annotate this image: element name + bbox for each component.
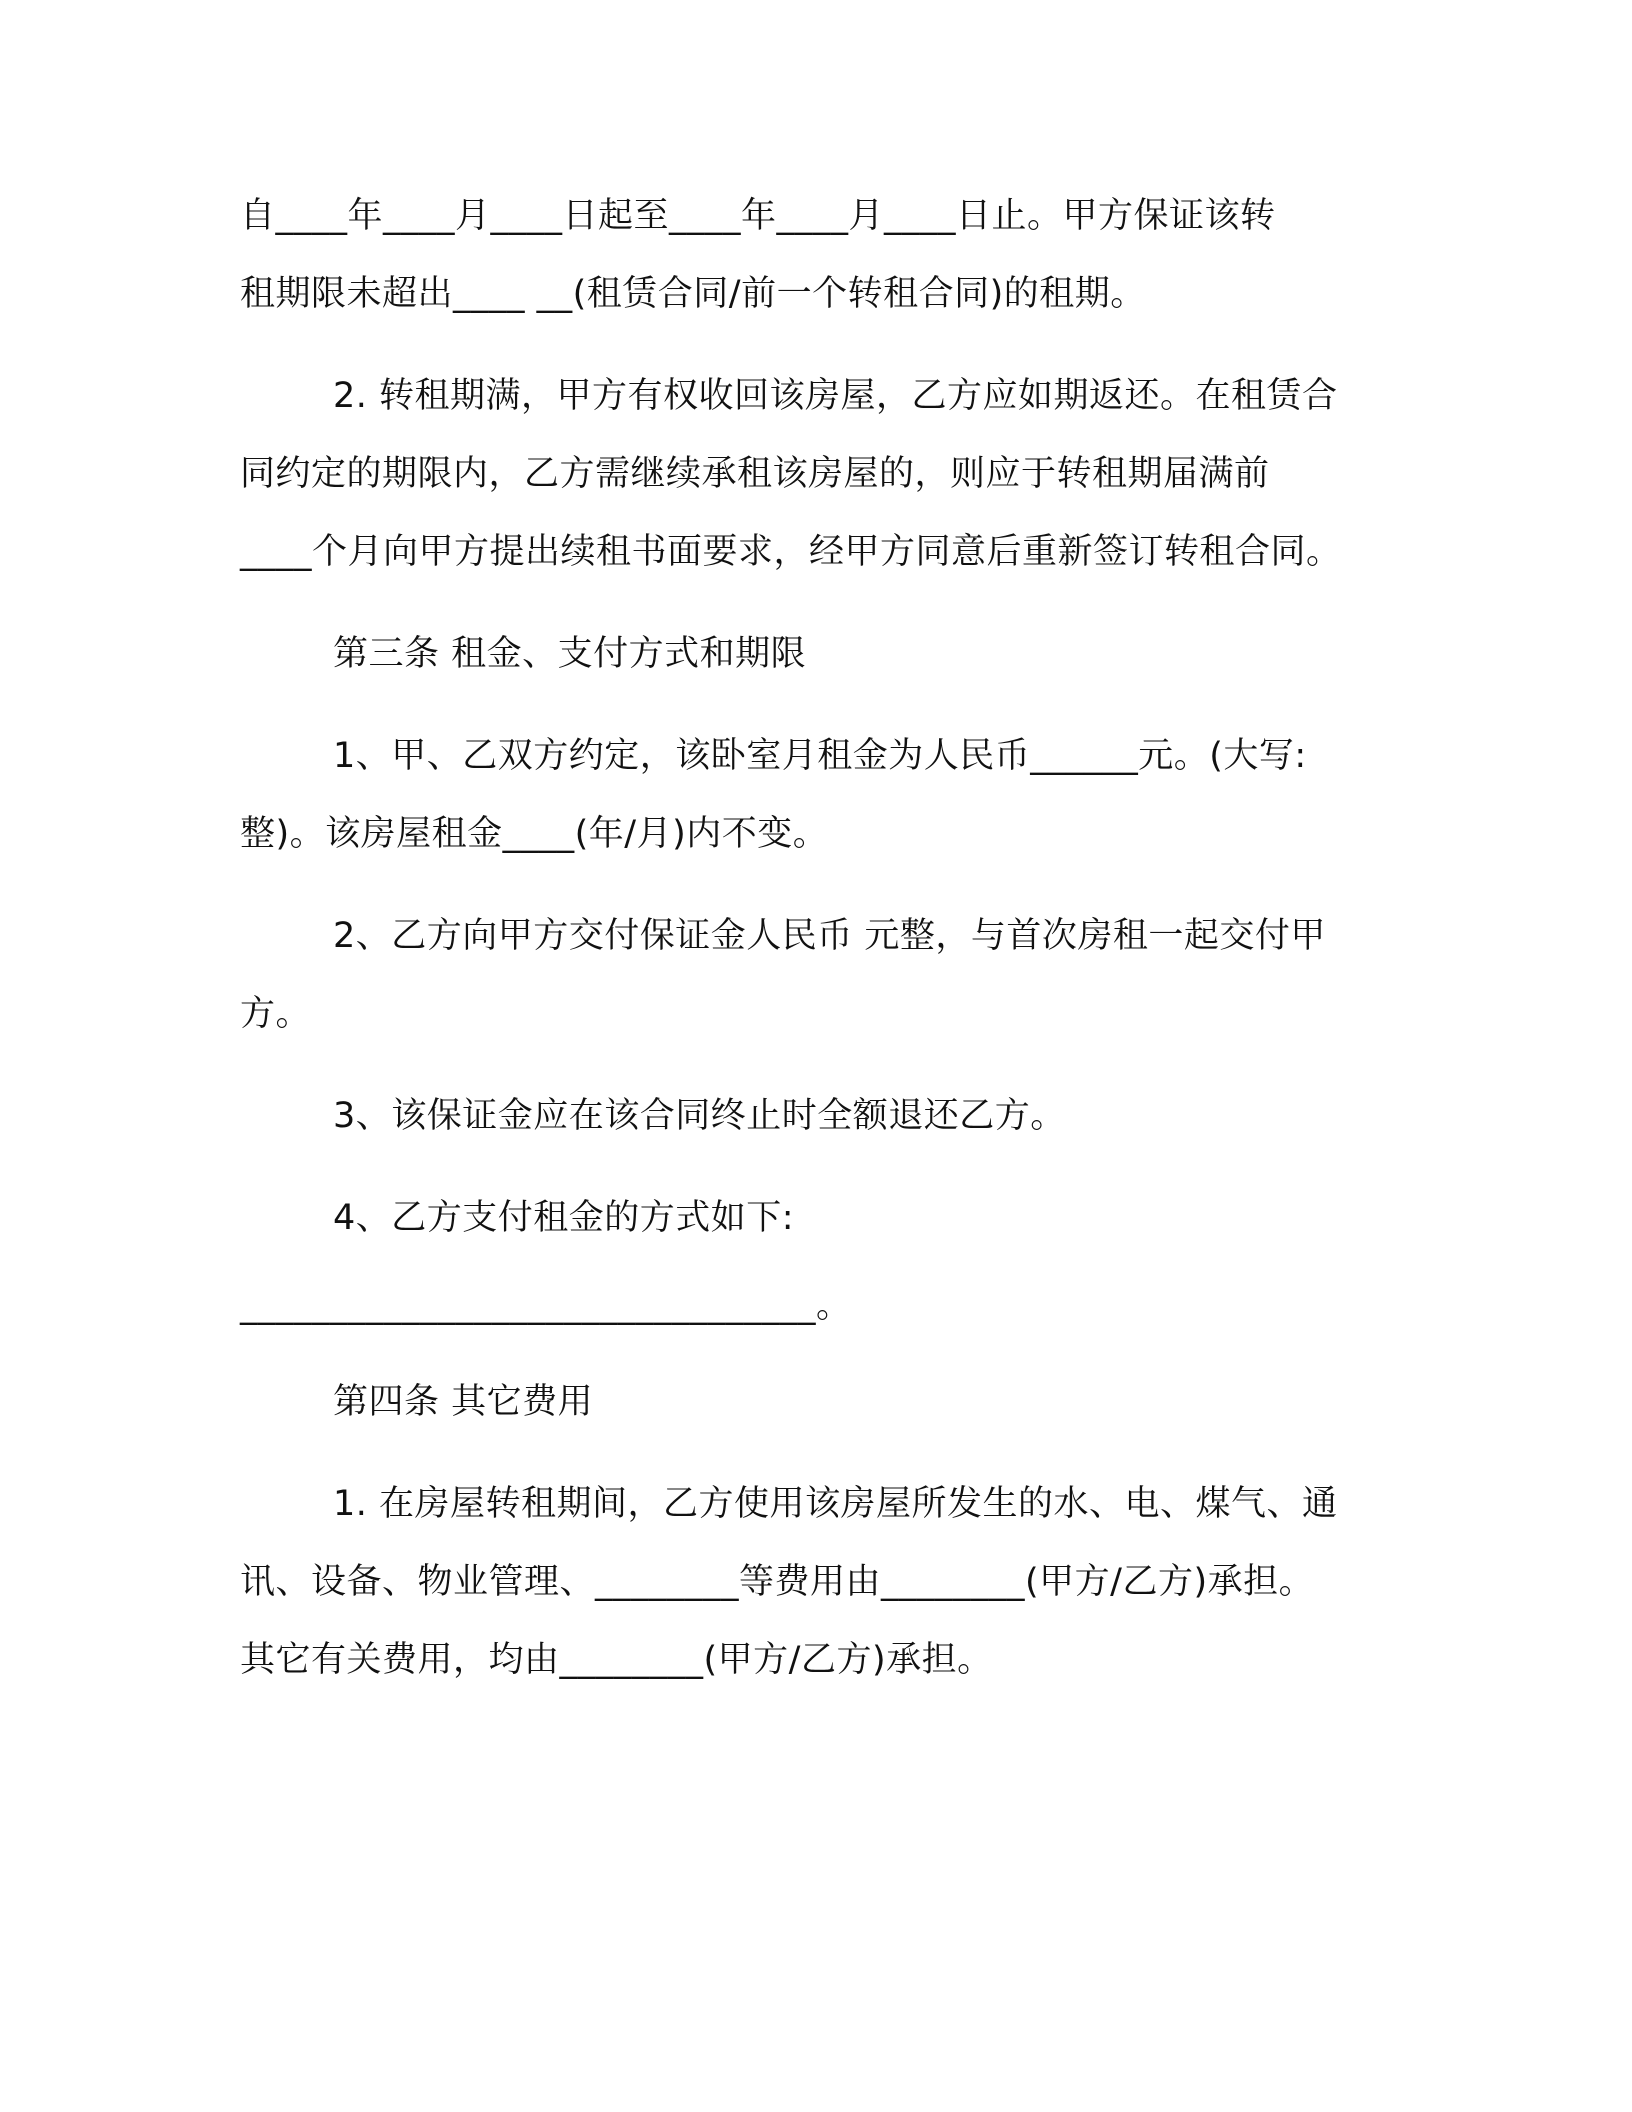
clause-2-line: 2. 转租期满，甲方有权收回该房屋，乙方应如期返还。在租赁合 — [333, 376, 1338, 416]
clause-2-line: 2、乙方向甲方交付保证金人民币 元整，与首次房租一起交付甲 — [333, 916, 1326, 956]
clause-1-line: 1. 在房屋转租期间，乙方使用该房屋所发生的水、电、煤气、通 — [333, 1484, 1338, 1524]
paragraph-line: 同约定的期限内，乙方需继续承租该房屋的，则应于转租期届满前 — [240, 454, 1270, 494]
paragraph-line: 自____年____月____日起至____年____月____日止。甲方保证该转 — [240, 196, 1276, 236]
paragraph-line: 方。 — [240, 994, 312, 1034]
section-heading-article-3: 第三条 租金、支付方式和期限 — [333, 634, 807, 674]
paragraph-line: 其它有关费用，均由________(甲方/乙方)承担。 — [240, 1640, 993, 1680]
clause-1-line: 1、甲、乙双方约定，该卧室月租金为人民币______元。(大写: — [333, 736, 1307, 776]
section-heading-article-4: 第四条 其它费用 — [333, 1382, 594, 1422]
blank-fill-line: ________________________________。 — [240, 1286, 852, 1326]
paragraph-line: ____个月向甲方提出续租书面要求，经甲方同意后重新签订转租合同。 — [240, 532, 1342, 572]
paragraph-line: 讯、设备、物业管理、________等费用由________(甲方/乙方)承担。 — [240, 1562, 1315, 1602]
clause-3-line: 3、该保证金应在该合同终止时全额退还乙方。 — [333, 1096, 1066, 1136]
paragraph-line: 租期限未超出____ __(租赁合同/前一个转租合同)的租期。 — [240, 274, 1146, 314]
clause-4-line: 4、乙方支付租金的方式如下: — [333, 1198, 795, 1238]
paragraph-line: 整)。该房屋租金____(年/月)内不变。 — [240, 814, 829, 854]
